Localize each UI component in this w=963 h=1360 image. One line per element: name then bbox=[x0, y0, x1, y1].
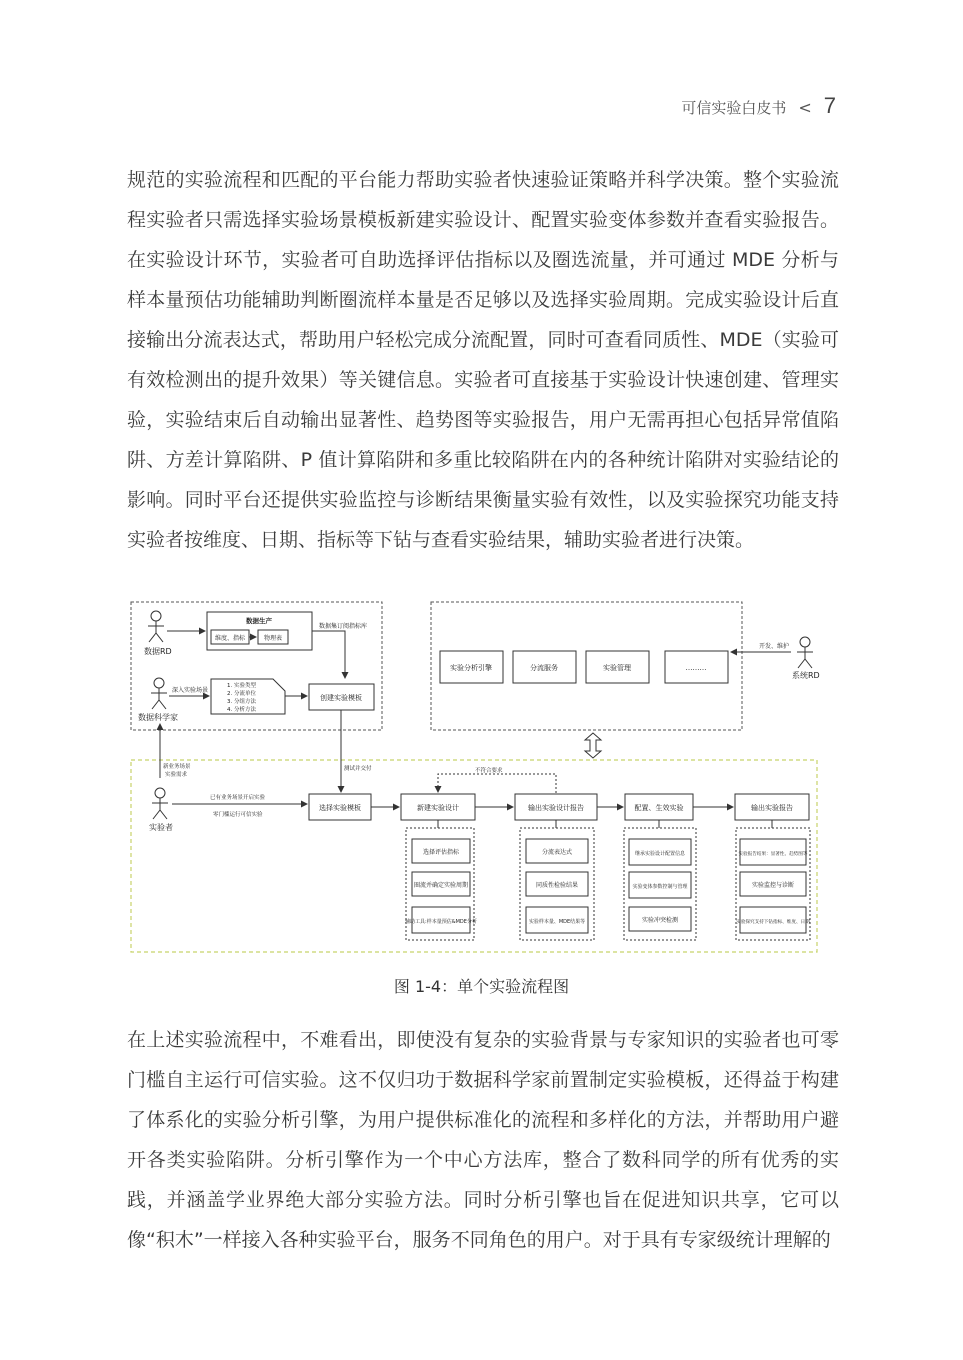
dims-label: 维度、指标 bbox=[214, 635, 246, 642]
subscribe-metrics-label: 数据集订阅指标库 bbox=[319, 623, 368, 630]
sub-report-label-3: 实验样本量、MDE结果等 bbox=[528, 919, 586, 925]
dev-maintain-label: 开发、维护 bbox=[759, 643, 790, 650]
doc-item-1: 1. 实验类型 bbox=[227, 683, 256, 689]
doc-item-2: 2. 分流单位 bbox=[227, 691, 256, 697]
chevron-left-icon: < bbox=[798, 98, 812, 117]
sub-output-label-1: 实验报告结果：显著性、趋势图等 bbox=[738, 852, 808, 857]
sub-design-label-3: 辅助工具:样本量预估&MDE分析 bbox=[405, 919, 477, 925]
platform-box-label-1: 实验分析引擎 bbox=[450, 664, 492, 672]
page-number: 7 bbox=[823, 93, 836, 118]
data-scientist-actor-icon bbox=[151, 678, 167, 709]
sub-output-label-2: 实验监控与诊断 bbox=[751, 882, 795, 889]
deep-scenario-label: 深入实验场景 bbox=[172, 687, 209, 694]
sub-config-label-1: 继承实验设计配置信息 bbox=[634, 851, 686, 857]
sub-design-label-1: 选择评估指标 bbox=[422, 849, 460, 856]
data-production-title: 数据生产 bbox=[246, 617, 272, 625]
step-label-1: 选择实验模板 bbox=[319, 804, 361, 812]
platform-box-label-4: ……… bbox=[685, 664, 707, 672]
actor-label-data-rd: 数据RD bbox=[144, 647, 172, 656]
body-paragraph-2: 在上述实验流程中，不难看出，即使没有复杂的实验背景与专家知识的实验者也可零门槛自主运行可信实验。这不仅归功于数据科学家前置制定实验模板，还得益于构建了体系化的实验分析引擎，为用户提供标准化的流程和多样化的方法，并帮助用户避开各类实验陷阱。分析引擎作为一个中心方法库，整合了数科同学的所有优秀的实践，并涵盖学业界绝大部分实验方法。同时分析引擎也旨在促进知识共享，它可以像“积木”一样接入各种实验平台，服务不同角色的用户。对于具有专家级统计理解的 bbox=[127, 1029, 839, 1251]
system-rd-actor-icon bbox=[797, 637, 813, 668]
bidirectional-arrow-icon bbox=[585, 733, 601, 758]
platform-box-label-3: 实验管理 bbox=[603, 664, 631, 672]
sub-output-label-3: 实验探究支持下钻指标、维度、日期 bbox=[736, 920, 810, 925]
new-scenario-label-2: 实验需求 bbox=[165, 772, 188, 778]
not-meet-label: 不符合要求 bbox=[475, 768, 503, 774]
step-label-2: 新建实验设计 bbox=[417, 804, 459, 812]
actor-label-system-rd: 系统RD bbox=[792, 671, 820, 680]
actor-label-experimenter: 实验者 bbox=[149, 823, 173, 832]
step-label-5: 输出实验报告 bbox=[751, 804, 793, 812]
step-label-3: 输出实验设计报告 bbox=[528, 804, 584, 812]
existing-scenario-label: 已有业务场景开启实验 bbox=[210, 795, 266, 801]
data-rd-actor-icon bbox=[148, 611, 164, 642]
create-template-label: 创建实验模板 bbox=[320, 694, 362, 702]
warehouse-label: 物理表 bbox=[263, 635, 283, 642]
header-title: 可信实验白皮书 bbox=[681, 99, 787, 117]
sub-config-label-2: 实验变体参数控制与管理 bbox=[632, 884, 688, 890]
page-header bbox=[681, 93, 836, 119]
sub-design-label-2: 圈流并确定实验周期 bbox=[413, 882, 469, 889]
experimenter-actor-icon bbox=[152, 788, 168, 819]
flow-diagram bbox=[127, 596, 821, 956]
doc-item-3: 3. 分组方法 bbox=[227, 699, 256, 705]
new-scenario-label-1: 新业务场景 bbox=[163, 764, 191, 770]
platform-box-label-2: 分流服务 bbox=[530, 664, 558, 672]
step-label-4: 配置、生效实验 bbox=[634, 804, 684, 812]
test-deliver-label: 测试并交付 bbox=[344, 766, 372, 772]
sub-report-label-2: 同质性检验结果 bbox=[535, 882, 579, 889]
doc-item-4: 4. 分析方法 bbox=[227, 707, 256, 713]
sub-report-label-1: 分流表达式 bbox=[541, 849, 573, 856]
sub-config-label-3: 实验冲突检测 bbox=[641, 917, 679, 924]
zero-threshold-label: 零门槛运行可信实验 bbox=[213, 812, 263, 818]
actor-label-data-scientist: 数据科学家 bbox=[138, 713, 178, 722]
figure-caption: 图 1-4：单个实验流程图 bbox=[393, 977, 570, 996]
body-paragraph-1: 规范的实验流程和匹配的平台能力帮助实验者快速验证策略并科学决策。整个实验流程实验者只需选择实验场景模板新建实验设计、配置实验变体参数并查看实验报告。在实验设计环节，实验者可自助选择评估指标以及圈选流量，并可通过 MDE 分析与样本量预估功能辅助判断圈流样本量是否足够以及选择实验周期。完成实验设计后直接输出分流表达式，帮助用户轻松完成分流配置，同时可查看同质性、MDE（实验可有效检测出的提升效果）等关键信息。实验者可直接基于实验设计快速创建、管理实验，实验结束后自动输出显著性、趋势图等实验报告，用户无需再担心包括异常值陷阱、方差计算陷阱、P 值计算陷阱和多重比较陷阱在内的各种统计陷阱对实验结论的影响。同时平台还提供实验监控与诊断结果衡量实验有效性，以及实验探究功能支持实验者按维度、日期、指标等下钻与查看实验结果，辅助实验者进行决策。 bbox=[127, 169, 839, 551]
